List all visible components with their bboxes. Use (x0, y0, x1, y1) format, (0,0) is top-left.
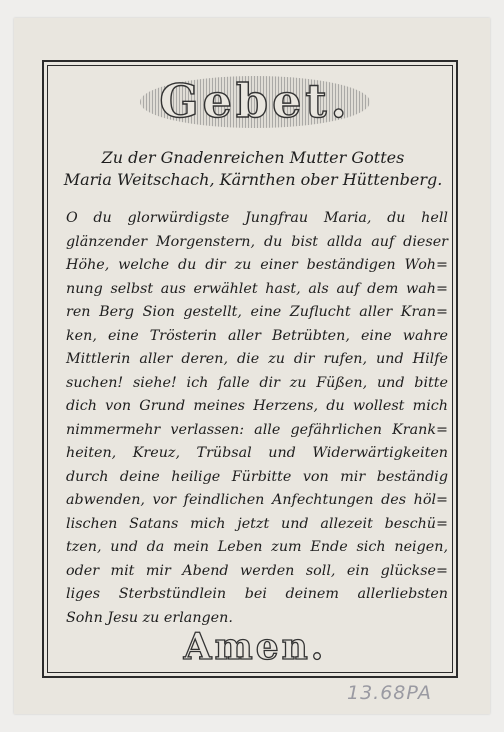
prayer-line: abwenden, vor feindlichen Anfechtungen des höl= (66, 492, 448, 508)
prayer-line: Mittlerin aller deren, die zu dir rufen, und Hilfe (66, 351, 448, 367)
prayer-line: nimmermehr verlassen: alle gefährlichen Krank= (66, 421, 448, 438)
handwritten-catalog-note: 13.68PA (347, 682, 432, 704)
prayer-line: suchen! siehe! ich falle dir zu Füßen, und bitte (66, 374, 448, 391)
amen-closing: Amen. (183, 626, 327, 668)
prayer-line: O du glorwürdigste Jungfrau Maria, du hell (66, 210, 448, 226)
prayer-line: heiten, Kreuz, Trübsal und Widerwärtigkeiten (66, 445, 448, 461)
prayer-line: Sohn Jesu zu erlangen. (66, 609, 233, 626)
prayer-line: nung selbst aus erwählet hast, als auf dem wah= (66, 280, 448, 297)
prayer-line: ren Berg Sion gestellt, eine Zuflucht aller Kran= (66, 304, 448, 320)
prayer-line: ken, eine Trösterin aller Betrübten, eine wahre (66, 327, 448, 344)
prayer-line: durch deine heilige Fürbitte von mir beständig (66, 468, 448, 485)
prayer-line: oder mit mir Abend werden soll, ein glückse= (66, 562, 448, 579)
title-block (140, 68, 370, 134)
subtitle-line-2: Maria Weitschach, Kärnthen ober Hüttenberg. (63, 170, 443, 189)
prayer-line: tzen, und da mein Leben zum Ende sich neigen, (66, 539, 448, 555)
prayer-line: dich von Grund meines Herzens, du wollest mich (66, 398, 448, 414)
subtitle-line-1: Zu der Gnadenreichen Mutter Gottes (101, 148, 405, 167)
prayer-line: glänzender Morgenstern, du bist allda auf dieser (66, 233, 448, 250)
prayer-line: Höhe, welche du dir zu einer beständigen Woh= (66, 257, 448, 273)
prayer-line: liges Sterbstündlein bei deinem allerliebsten (66, 586, 448, 602)
prayer-title: Gebet. (159, 74, 351, 128)
prayer-line: lischen Satans mich jetzt und allezeit beschü= (66, 515, 448, 532)
prayer-text (66, 207, 448, 630)
